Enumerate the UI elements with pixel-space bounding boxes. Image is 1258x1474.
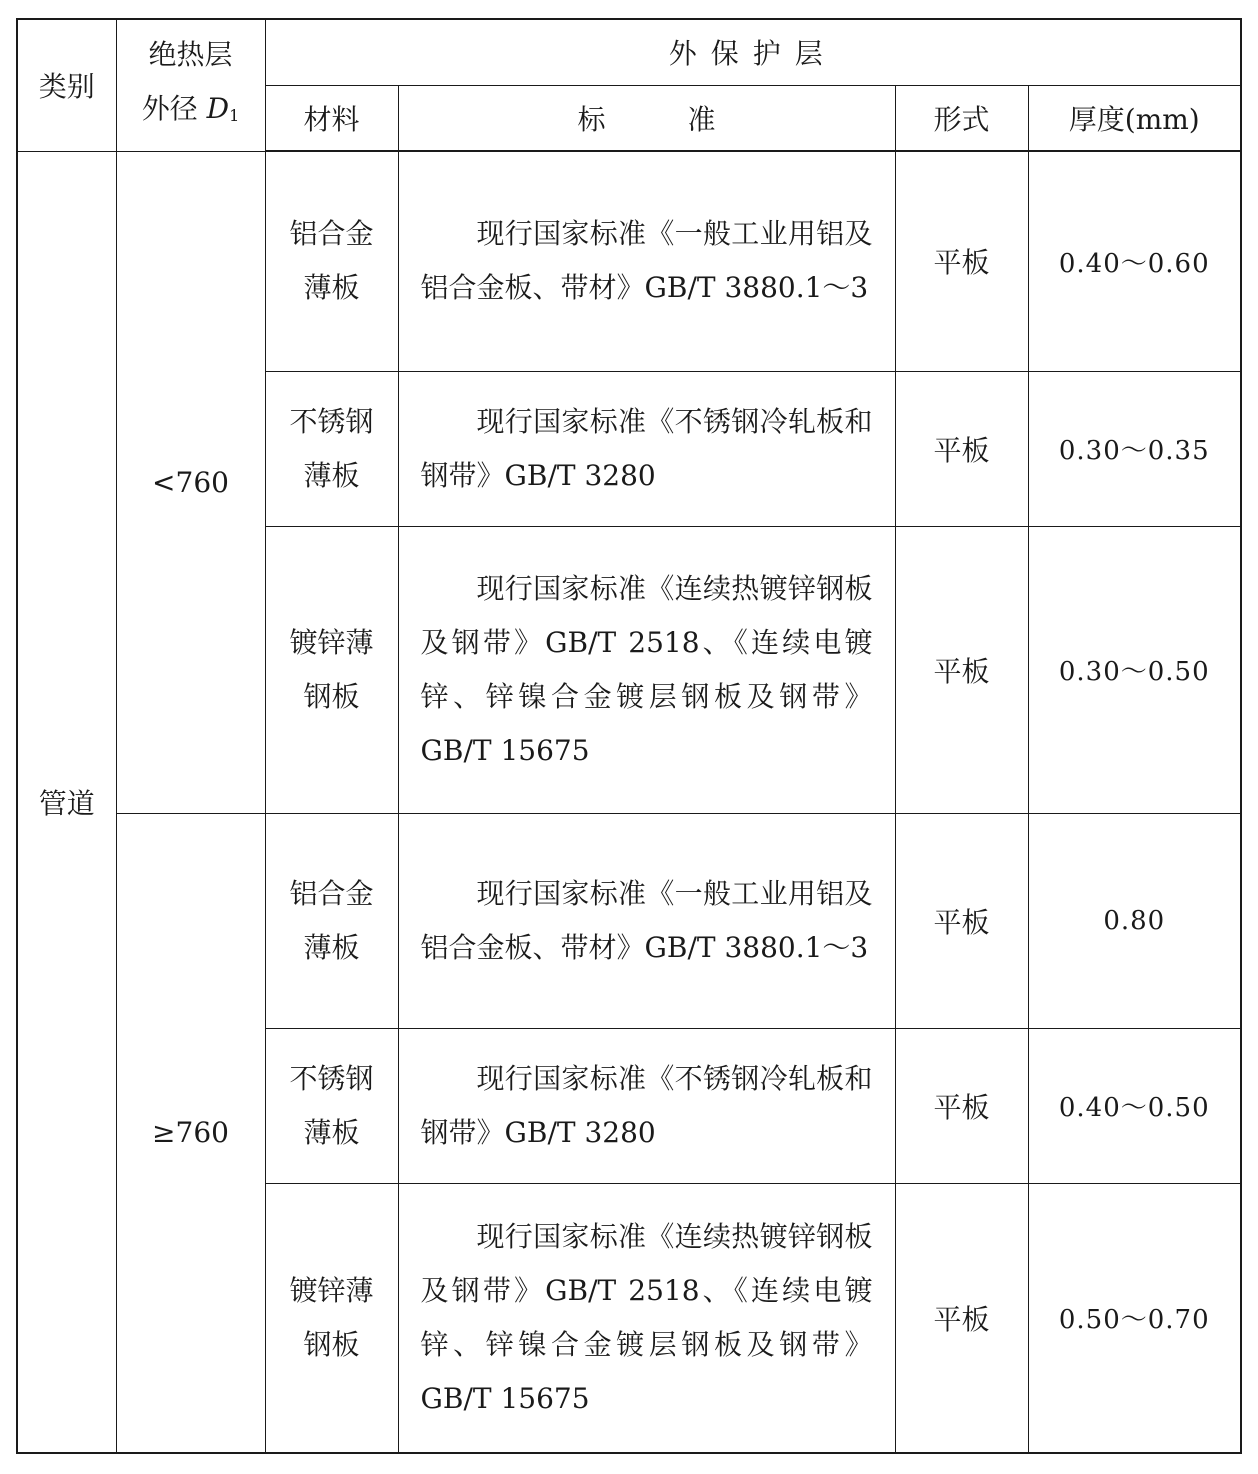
category-value: 管道: [38, 786, 95, 820]
table-wrapper: [16, 18, 1242, 1454]
header-outer-layer-label: 外保护层: [668, 37, 837, 71]
table-row: [17, 813, 1241, 1028]
thickness-cell: 0.30～0.50: [1028, 526, 1241, 813]
form-cell: 平板: [895, 1028, 1028, 1183]
form-cell: 平板: [895, 151, 1028, 371]
standard-cell: 现行国家标准《一般工业用铝及铝合金板、带材》GB/T 3880.1～3: [398, 813, 895, 1028]
material-line1: 不锈钢: [289, 1061, 374, 1095]
header-thickness-label: 厚度(mm): [1068, 102, 1200, 136]
header-standard-label-a: 标: [577, 102, 606, 136]
standard-cell: 现行国家标准《不锈钢冷轧板和钢带》GB/T 3280: [398, 1028, 895, 1183]
header-row-top: [17, 19, 1241, 85]
protection-layer-table: [16, 18, 1242, 1454]
header-thickness: [1028, 85, 1241, 151]
material-line1: 铝合金: [289, 876, 374, 910]
diameter-cell: [116, 151, 265, 813]
material-line1: 不锈钢: [289, 404, 374, 438]
material-line1: 镀锌薄: [289, 1273, 374, 1307]
material-cell: [265, 371, 398, 526]
header-diameter-line2: 外径: [141, 91, 198, 125]
material-cell: [265, 151, 398, 371]
material-cell: [265, 1028, 398, 1183]
material-line2: 钢板: [303, 1327, 360, 1361]
header-diameter-line1: 绝热层: [148, 37, 233, 71]
category-cell: [17, 151, 116, 1453]
thickness-cell: 0.40～0.60: [1028, 151, 1241, 371]
material-cell: [265, 813, 398, 1028]
standard-cell: 现行国家标准《连续热镀锌钢板及钢带》GB/T 2518、《连续电镀锌、锌镍合金镀层钢板及钢带》GB/T 15675: [398, 1183, 895, 1453]
material-line1: 铝合金: [289, 217, 374, 251]
header-category: [17, 19, 116, 151]
thickness-cell: 0.40～0.50: [1028, 1028, 1241, 1183]
form-cell: 平板: [895, 1183, 1028, 1453]
diameter-value: <760: [152, 465, 229, 499]
standard-cell: 现行国家标准《连续热镀锌钢板及钢带》GB/T 2518、《连续电镀锌、锌镍合金镀层钢板及钢带》GB/T 15675: [398, 526, 895, 813]
header-category-label: 类别: [38, 70, 95, 104]
table-row: [17, 151, 1241, 371]
material-line2: 薄板: [303, 271, 360, 305]
standard-cell: 现行国家标准《不锈钢冷轧板和钢带》GB/T 3280: [398, 371, 895, 526]
diameter-value: ≥760: [152, 1116, 229, 1150]
material-line2: 薄板: [303, 1115, 360, 1149]
form-cell: 平板: [895, 526, 1028, 813]
diameter-cell: [116, 813, 265, 1453]
thickness-cell: 0.30～0.35: [1028, 371, 1241, 526]
header-diameter: [116, 19, 265, 151]
material-line1: 镀锌薄: [289, 625, 374, 659]
thickness-cell: 0.50～0.70: [1028, 1183, 1241, 1453]
material-line2: 薄板: [303, 930, 360, 964]
material-line2: 薄板: [303, 458, 360, 492]
header-form: [895, 85, 1028, 151]
header-standard-label-b: 准: [687, 102, 716, 136]
header-form-label: 形式: [933, 102, 990, 136]
header-diameter-subscript: 1: [229, 105, 240, 125]
header-outer-layer: [265, 19, 1241, 85]
material-cell: [265, 526, 398, 813]
header-material-label: 材料: [303, 102, 360, 136]
material-line2: 钢板: [303, 679, 360, 713]
header-standard: [398, 85, 895, 151]
form-cell: 平板: [895, 813, 1028, 1028]
standard-cell: 现行国家标准《一般工业用铝及铝合金板、带材》GB/T 3880.1～3: [398, 151, 895, 371]
form-cell: 平板: [895, 371, 1028, 526]
thickness-cell: 0.80: [1028, 813, 1241, 1028]
header-material: [265, 85, 398, 151]
header-diameter-symbol: D: [206, 91, 230, 125]
material-cell: [265, 1183, 398, 1453]
